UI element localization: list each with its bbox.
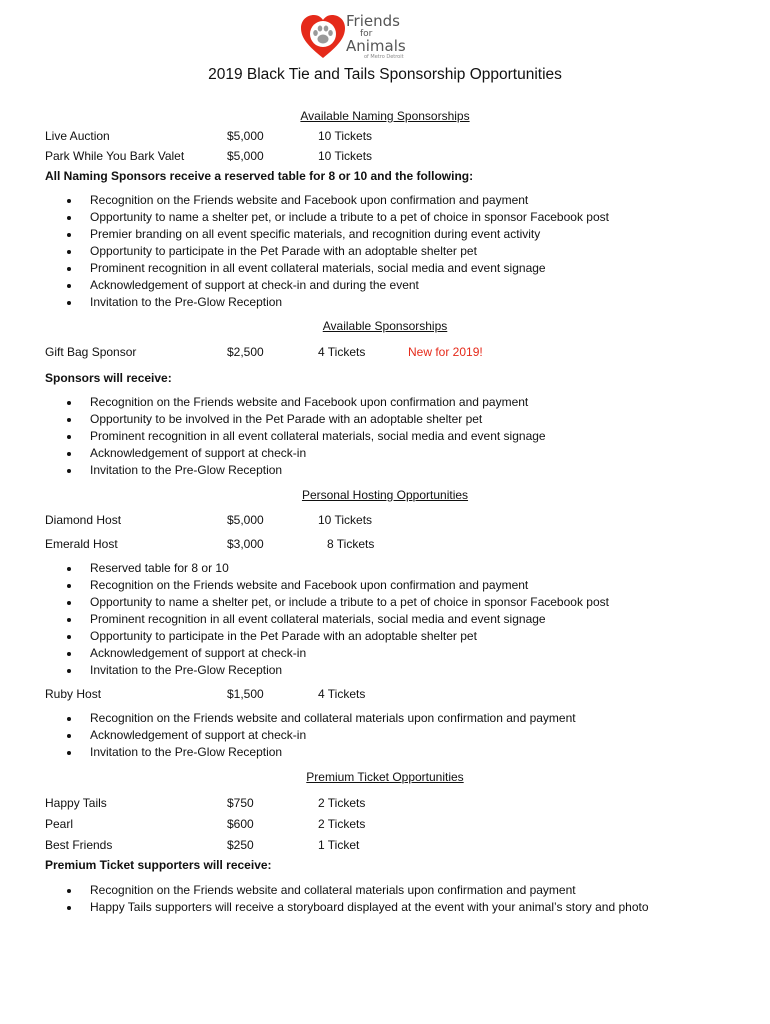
list-item: Prominent recognition in all event collateral materials, social media and event signage	[64, 260, 609, 277]
list-item: Invitation to the Pre-Glow Reception	[64, 662, 609, 679]
logo-line-for: for	[360, 29, 373, 39]
premium-ticket-heading: Premium Ticket Opportunities	[306, 770, 464, 784]
list-item: Happy Tails supporters will receive a storyboard displayed at the event with your animal’s story and photo	[64, 899, 649, 916]
ruby-host-tickets: 4 Tickets	[318, 687, 366, 701]
list-item: Recognition on the Friends website and Facebook upon confirmation and payment	[64, 192, 609, 209]
hosting-row-price: $3,000	[227, 537, 264, 551]
hosting-row-price: $5,000	[227, 513, 264, 527]
hosting-row-tickets: 10 Tickets	[318, 513, 373, 527]
page-title: 2019 Black Tie and Tails Sponsorship Opportunities	[208, 66, 562, 83]
list-item: Invitation to the Pre-Glow Reception	[64, 744, 576, 761]
list-item: Opportunity to participate in the Pet Parade with an adoptable shelter pet	[64, 243, 609, 260]
hosting-row-name: Diamond Host	[45, 513, 122, 527]
premium-row-name: Pearl	[45, 817, 74, 831]
premium-row-name: Best Friends	[45, 838, 113, 852]
heart-paw-icon	[298, 12, 348, 62]
naming-row-price: $5,000	[227, 129, 264, 143]
list-item: Opportunity to name a shelter pet, or include a tribute to a pet of choice in sponsor Facebook post	[64, 209, 609, 226]
premium-row-price: $250	[227, 838, 254, 852]
list-item: Recognition on the Friends website and Facebook upon confirmation and payment	[64, 394, 546, 411]
list-item: Recognition on the Friends website and collateral materials upon confirmation and payment	[64, 882, 649, 899]
naming-row-name: Live Auction	[45, 129, 110, 143]
naming-row-price: $5,000	[227, 149, 264, 163]
premium-benefits-list	[64, 882, 649, 916]
sponsorship-row-price: $2,500	[227, 345, 264, 359]
list-item: Opportunity to be involved in the Pet Parade with an adoptable shelter pet	[64, 411, 546, 428]
premium-row-price: $600	[227, 817, 254, 831]
naming-sponsorships-heading: Available Naming Sponsorships	[300, 109, 470, 123]
naming-benefits-list	[64, 192, 609, 311]
list-item: Acknowledgement of support at check-in	[64, 645, 609, 662]
list-item: Acknowledgement of support at check-in and during the event	[64, 277, 609, 294]
logo-line-metro-detroit: of Metro Detroit	[364, 54, 404, 60]
list-item: Acknowledgement of support at check-in	[64, 445, 546, 462]
hosting-row-name: Emerald Host	[45, 537, 118, 551]
list-item: Opportunity to name a shelter pet, or include a tribute to a pet of choice in sponsor Facebook post	[64, 594, 609, 611]
premium-row-name: Happy Tails	[45, 796, 107, 810]
list-item: Prominent recognition in all event collateral materials, social media and event signage	[64, 611, 609, 628]
premium-row-tickets: 1 Ticket	[318, 838, 360, 852]
logo-line-friends: Friends	[346, 12, 400, 30]
sponsors-intro: Sponsors will receive:	[45, 371, 172, 385]
premium-row-price: $750	[227, 796, 254, 810]
premium-intro: Premium Ticket supporters will receive:	[45, 858, 272, 872]
ruby-benefits-list	[64, 710, 576, 761]
naming-row-tickets: 10 Tickets	[318, 149, 373, 163]
logo-wordmark	[346, 14, 406, 60]
list-item: Recognition on the Friends website and Facebook upon confirmation and payment	[64, 577, 609, 594]
list-item: Prominent recognition in all event collateral materials, social media and event signage	[64, 428, 546, 445]
ruby-host-name: Ruby Host	[45, 687, 102, 701]
personal-hosting-heading: Personal Hosting Opportunities	[301, 488, 469, 502]
premium-row-tickets: 2 Tickets	[318, 796, 366, 810]
friends-for-animals-logo	[298, 12, 408, 64]
sponsorship-row-name: Gift Bag Sponsor	[45, 345, 137, 359]
logo-line-animals: Animals	[346, 37, 406, 55]
sponsorship-row-tickets: 4 Tickets	[318, 345, 366, 359]
naming-row-tickets: 10 Tickets	[318, 129, 373, 143]
hosting-benefits-list	[64, 560, 609, 679]
ruby-host-price: $1,500	[227, 687, 264, 701]
hosting-row-tickets: 8 Tickets	[327, 537, 375, 551]
list-item: Acknowledgement of support at check-in	[64, 727, 576, 744]
list-item: Recognition on the Friends website and collateral materials upon confirmation and payment	[64, 710, 576, 727]
list-item: Premier branding on all event specific materials, and recognition during event activity	[64, 226, 609, 243]
list-item: Opportunity to participate in the Pet Parade with an adoptable shelter pet	[64, 628, 609, 645]
new-badge: New for 2019!	[408, 345, 483, 359]
sponsor-benefits-list	[64, 394, 546, 479]
list-item: Reserved table for 8 or 10	[64, 560, 609, 577]
premium-row-tickets: 2 Tickets	[318, 817, 366, 831]
list-item: Invitation to the Pre-Glow Reception	[64, 462, 546, 479]
naming-row-name: Park While You Bark Valet	[45, 149, 185, 163]
naming-intro: All Naming Sponsors receive a reserved table for 8 or 10 and the following:	[45, 169, 474, 183]
available-sponsorships-heading: Available Sponsorships	[322, 319, 448, 333]
list-item: Invitation to the Pre-Glow Reception	[64, 294, 609, 311]
